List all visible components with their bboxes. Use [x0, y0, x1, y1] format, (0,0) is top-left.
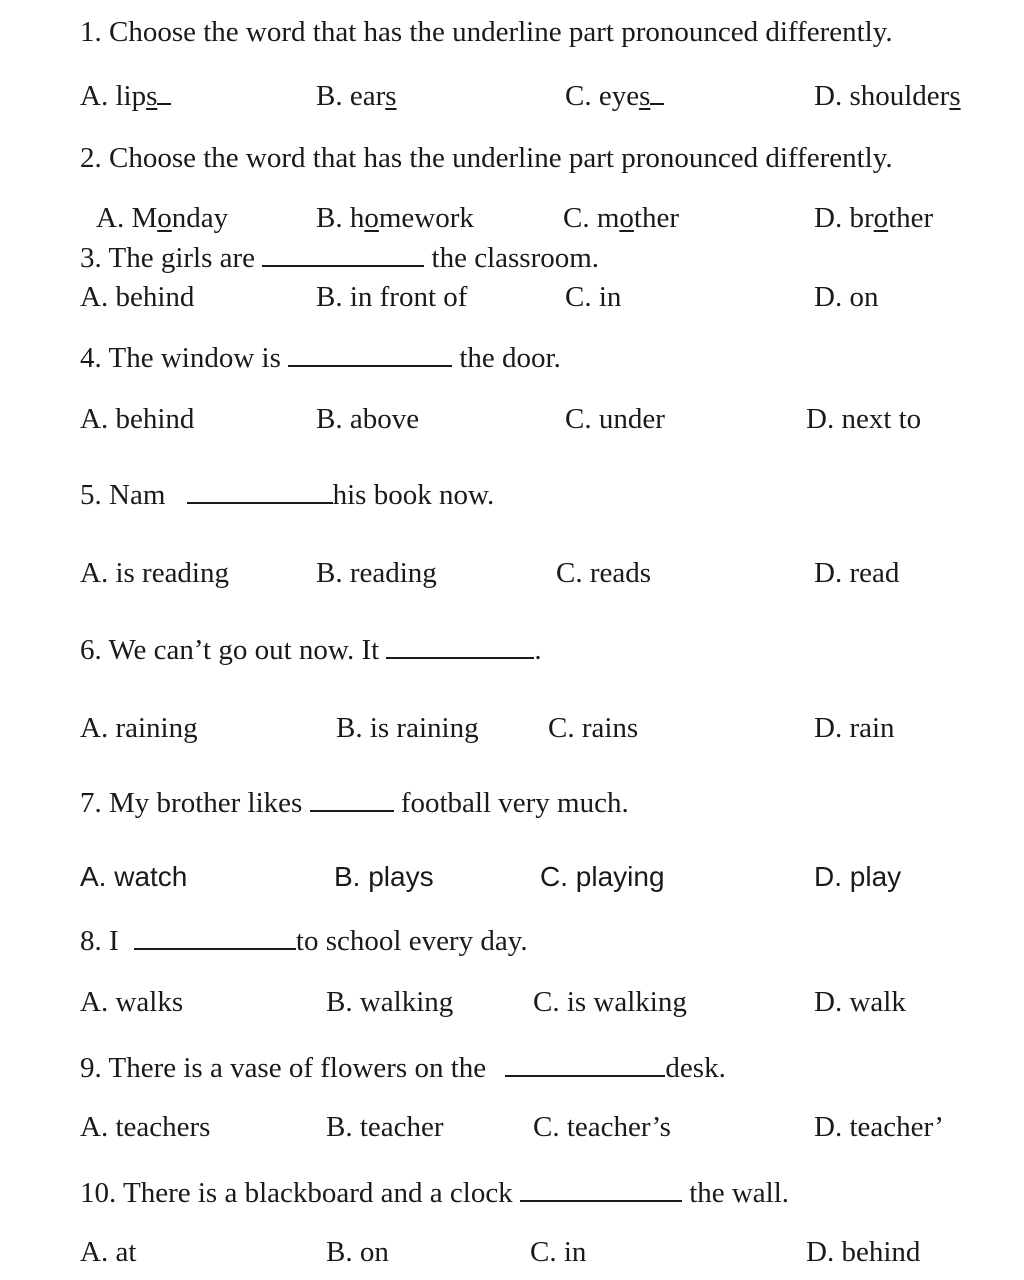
q1-option-a: A. lips [80, 82, 171, 111]
q2-option-b: B. homework [316, 202, 474, 234]
q10-option-c: C. in [530, 1236, 587, 1268]
question-1 [80, 18, 893, 47]
q3-option-c: C. in [565, 281, 622, 313]
answer-blank [187, 501, 333, 504]
q4-option-d: D. next to [806, 403, 922, 435]
answer-blank [310, 809, 394, 812]
q5-option-c: C. reads [556, 557, 652, 589]
q5-option-b: B. reading [316, 557, 437, 589]
q1-option-b: B. ears [316, 80, 397, 112]
answer-blank [386, 656, 534, 659]
q7-option-b: B. plays [334, 861, 434, 892]
q8-option-d: D. walk [814, 986, 906, 1018]
q10-option-b: B. on [326, 1236, 389, 1268]
q1-option-c: C. eyes [565, 82, 664, 111]
q10-option-a: A. at [80, 1236, 137, 1268]
q4-option-a: A. behind [80, 403, 195, 435]
q7-option-a: A. watch [80, 861, 188, 892]
question-10: 10. There is a blackboard and a clock the wall. [80, 1177, 790, 1209]
q6-option-d: D. rain [814, 712, 895, 744]
q2-option-a: A. Monday [96, 202, 229, 234]
q9-option-b: B. teacher [326, 1111, 444, 1143]
question-4: 4. The window is the door. [80, 342, 561, 374]
q4-option-c: C. under [565, 403, 665, 435]
q2-option-d: D. brother [814, 202, 934, 234]
question-9: 9. There is a vase of flowers on the desk. [80, 1052, 726, 1084]
q3-option-d: D. on [814, 281, 879, 313]
question-6: 6. We can’t go out now. It . [80, 634, 542, 666]
q6-option-a: A. raining [80, 712, 198, 744]
answer-blank [134, 947, 296, 950]
q1-option-d: D. shoulders [814, 80, 961, 112]
q7-option-d: D. play [814, 861, 902, 892]
q8-option-c: C. is walking [533, 986, 687, 1018]
q8-option-b: B. walking [326, 986, 454, 1018]
question-number: 1. [80, 16, 102, 48]
answer-blank [505, 1074, 665, 1077]
q3-option-a: A. behind [80, 281, 195, 313]
q5-option-a: A. is reading [80, 557, 229, 589]
q9-option-c: C. teacher’s [533, 1111, 671, 1143]
q5-option-d: D. read [814, 557, 900, 589]
q8-option-a: A. walks [80, 986, 184, 1018]
q10-option-d: D. behind [806, 1236, 921, 1268]
q6-option-b: B. is raining [336, 712, 479, 744]
q3-option-b: B. in front of [316, 281, 468, 313]
question-8: 8. I to school every day. [80, 925, 528, 957]
q9-option-d: D. teacher’ [814, 1111, 944, 1143]
answer-blank [262, 264, 424, 267]
q7-option-c: C. playing [540, 861, 665, 892]
q9-option-a: A. teachers [80, 1111, 211, 1143]
q6-option-c: C. rains [548, 712, 639, 744]
question-number: 2. [80, 142, 102, 174]
question-3: 3. The girls are the classroom. [80, 242, 600, 274]
answer-blank [288, 364, 452, 367]
answer-blank [520, 1199, 682, 1202]
q2-option-c: C. mother [563, 202, 679, 234]
question-text: Choose the word that has the underline part pronounced differently. [109, 16, 893, 48]
question-2 [80, 144, 893, 173]
question-5: 5. Nam his book now. [80, 479, 495, 511]
question-text: Choose the word that has the underline part pronounced differently. [109, 142, 893, 174]
q4-option-b: B. above [316, 403, 420, 435]
question-7: 7. My brother likes football very much. [80, 787, 629, 819]
